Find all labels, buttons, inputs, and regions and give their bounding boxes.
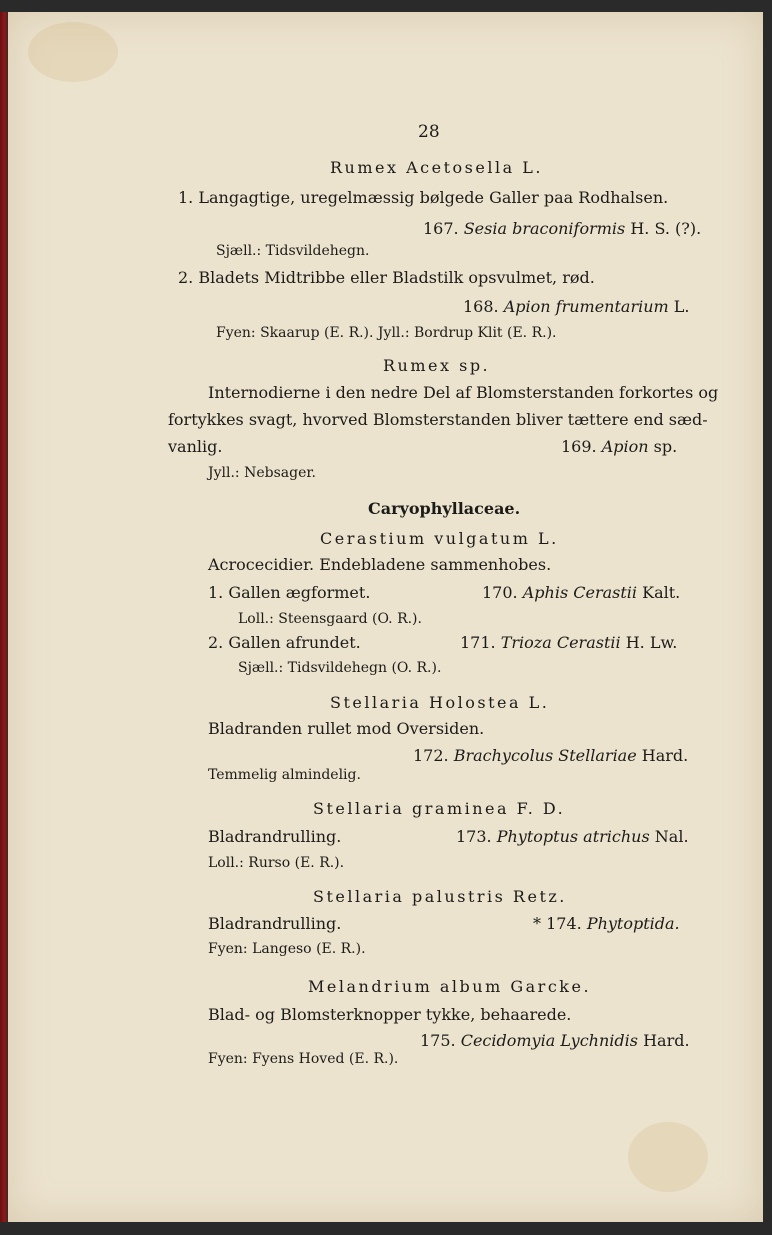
gall-entry [533, 913, 680, 935]
paper-stain [28, 22, 118, 82]
species-name: Cecidomyia Lychnidis [460, 1031, 638, 1050]
species-name: Trioza Cerastii [500, 633, 621, 652]
species-author: Hard. [641, 746, 689, 765]
species-name: Brachycolus Stellariae [453, 746, 637, 765]
page-number: 28 [418, 122, 440, 142]
species-author: H. Lw. [625, 633, 678, 652]
locality: Jyll.: Nebsager. [208, 465, 316, 481]
species-name: Phytoptida. [586, 914, 680, 933]
species-name: Apion [601, 437, 649, 456]
locality: Loll.: Rurso (E. R.). [208, 855, 345, 871]
section-heading: Rumex Acetosella L. [330, 158, 543, 177]
family-heading: Caryophyllaceae. [368, 499, 521, 518]
paper-stain [628, 1122, 708, 1192]
entry-number: 172. [413, 746, 449, 765]
species-name: Phytoptus atrichus [496, 827, 650, 846]
body-text: fortykkes svagt, hvorved Blomsterstanden bliver tættere end sæd- [168, 410, 708, 429]
entry-number: 175. [420, 1031, 456, 1050]
entry-number: 170. [482, 583, 518, 602]
body-text: Internodierne i den nedre Del af Blomsterstanden forkortes og [208, 383, 719, 402]
entry-number: * 174. [533, 914, 582, 933]
body-text: Bladrandrulling. [208, 914, 342, 933]
locality: Fyen: Skaarup (E. R.). Jyll.: Bordrup Klit (E. R.). [216, 325, 557, 341]
locality: Fyen: Fyens Hoved (E. R.). [208, 1051, 399, 1067]
species-author: Nal. [654, 827, 689, 846]
gall-description: 2. Bladets Midtribbe eller Bladstilk opsvulmet, rød. [178, 268, 595, 287]
gall-entry [463, 296, 690, 318]
body-text: Acrocecidier. Endebladene sammenhobes. [208, 555, 552, 574]
body-text: Bladranden rullet mod Oversiden. [208, 719, 485, 738]
gall-entry [482, 582, 680, 604]
gall-entry [561, 436, 677, 458]
section-heading: Stellaria palustris Retz. [313, 887, 567, 906]
species-name: Apion frumentarium [503, 297, 669, 316]
locality: Temmelig almindelig. [208, 767, 361, 783]
document-page [8, 12, 763, 1222]
species-author: Kalt. [642, 583, 681, 602]
entry-number: 171. [460, 633, 496, 652]
gall-entry [423, 218, 701, 240]
species-author: Hard. [643, 1031, 690, 1050]
gall-description: 1. Langagtige, uregelmæssig bølgede Galler paa Rodhalsen. [178, 188, 669, 207]
body-text: vanlig. [168, 437, 223, 456]
body-text: Bladrandrulling. [208, 827, 342, 846]
locality: Fyen: Langeso (E. R.). [208, 941, 366, 957]
book-spine [0, 12, 8, 1222]
gall-entry [413, 745, 688, 767]
locality: Sjæll.: Tidsvildehegn (O. R.). [238, 660, 442, 676]
gall-entry [420, 1030, 690, 1052]
section-heading: Melandrium album Garcke. [308, 977, 592, 996]
entry-number: 167. [423, 219, 459, 238]
section-heading: Rumex sp. [383, 356, 491, 375]
species-author: sp. [653, 437, 678, 456]
species-name: Aphis Cerastii [522, 583, 638, 602]
locality: Sjæll.: Tidsvildehegn. [216, 243, 370, 259]
section-heading: Cerastium vulgatum L. [320, 529, 559, 548]
species-name: Sesia braconiformis [463, 219, 626, 238]
entry-number: 168. [463, 297, 499, 316]
gall-entry [456, 826, 689, 848]
gall-entry [460, 632, 677, 654]
gall-description: 2. Gallen afrundet. [208, 633, 361, 652]
entry-number: 169. [561, 437, 597, 456]
locality: Loll.: Steensgaard (O. R.). [238, 611, 422, 627]
entry-number: 173. [456, 827, 492, 846]
gall-description: 1. Gallen ægformet. [208, 583, 371, 602]
section-heading: Stellaria graminea F. D. [313, 799, 566, 818]
species-author: H. S. (?). [630, 219, 702, 238]
section-heading: Stellaria Holostea L. [330, 693, 550, 712]
species-author: L. [673, 297, 690, 316]
body-text: Blad- og Blomsterknopper tykke, behaarede. [208, 1005, 572, 1024]
